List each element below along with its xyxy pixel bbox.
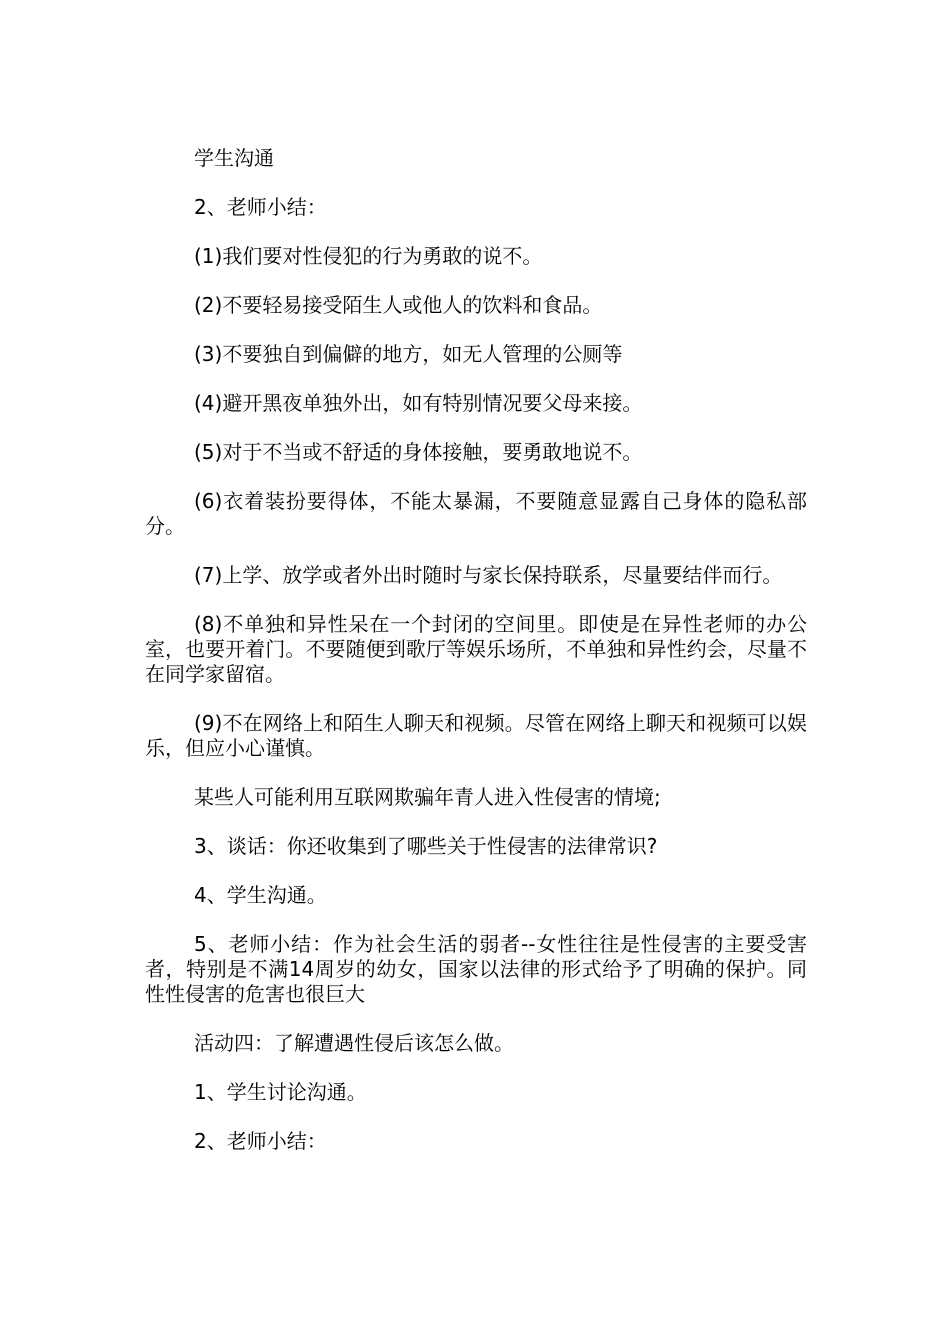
paragraph-internet-warning: 某些人可能利用互联网欺骗年青人进入性侵害的情境; <box>194 785 661 809</box>
document-body <box>145 146 807 1178</box>
paragraph-item-5: (5)对于不当或不舒适的身体接触，要勇敢地说不。 <box>194 440 643 464</box>
paragraph-item-3: (3)不要独自到偏僻的地方，如无人管理的公厕等 <box>194 342 623 366</box>
paragraph-student-discussion: 1、学生讨论沟通。 <box>194 1080 367 1104</box>
paragraph-item-2: (2)不要轻易接受陌生人或他人的饮料和食品。 <box>194 293 603 317</box>
paragraph-item-9: (9)不在网络上和陌生人聊天和视频。尽管在网络上聊天和视频可以娱乐，但应小心谨慎。 <box>145 711 807 760</box>
paragraph-item-8: (8)不单独和异性呆在一个封闭的空间里。即使是在异性老师的办公室，也要开着门。不要随便到歌厅等娱乐场所，不单独和异性约会，尽量不在同学家留宿。 <box>145 612 807 686</box>
paragraph-teacher-summary-heading: 2、老师小结： <box>194 195 327 219</box>
paragraph-item-4: (4)避开黑夜单独外出，如有特别情况要父母来接。 <box>194 391 643 415</box>
paragraph-activity-four: 活动四：了解遭遇性侵后该怎么做。 <box>194 1031 514 1055</box>
paragraph-discussion-question: 3、谈话：你还收集到了哪些关于性侵害的法律常识? <box>194 834 658 858</box>
paragraph-item-6: (6)衣着装扮要得体，不能太暴漏，不要随意显露自己身体的隐私部分。 <box>145 489 807 538</box>
paragraph-teacher-summary-legal: 5、老师小结：作为社会生活的弱者--女性往往是性侵害的主要受害者，特别是不满14周岁的幼女，国家以法律的形式给予了明确的保护。同性性侵害的危害也很巨大 <box>145 932 807 1006</box>
paragraph-student-communication-2: 4、学生沟通。 <box>194 883 327 907</box>
paragraph-item-7: (7)上学、放学或者外出时随时与家长保持联系，尽量要结伴而行。 <box>194 563 783 587</box>
paragraph-item-1: (1)我们要对性侵犯的行为勇敢的说不。 <box>194 244 543 268</box>
paragraph-teacher-summary-final: 2、老师小结： <box>194 1129 327 1153</box>
paragraph-student-communication: 学生沟通 <box>194 146 274 170</box>
